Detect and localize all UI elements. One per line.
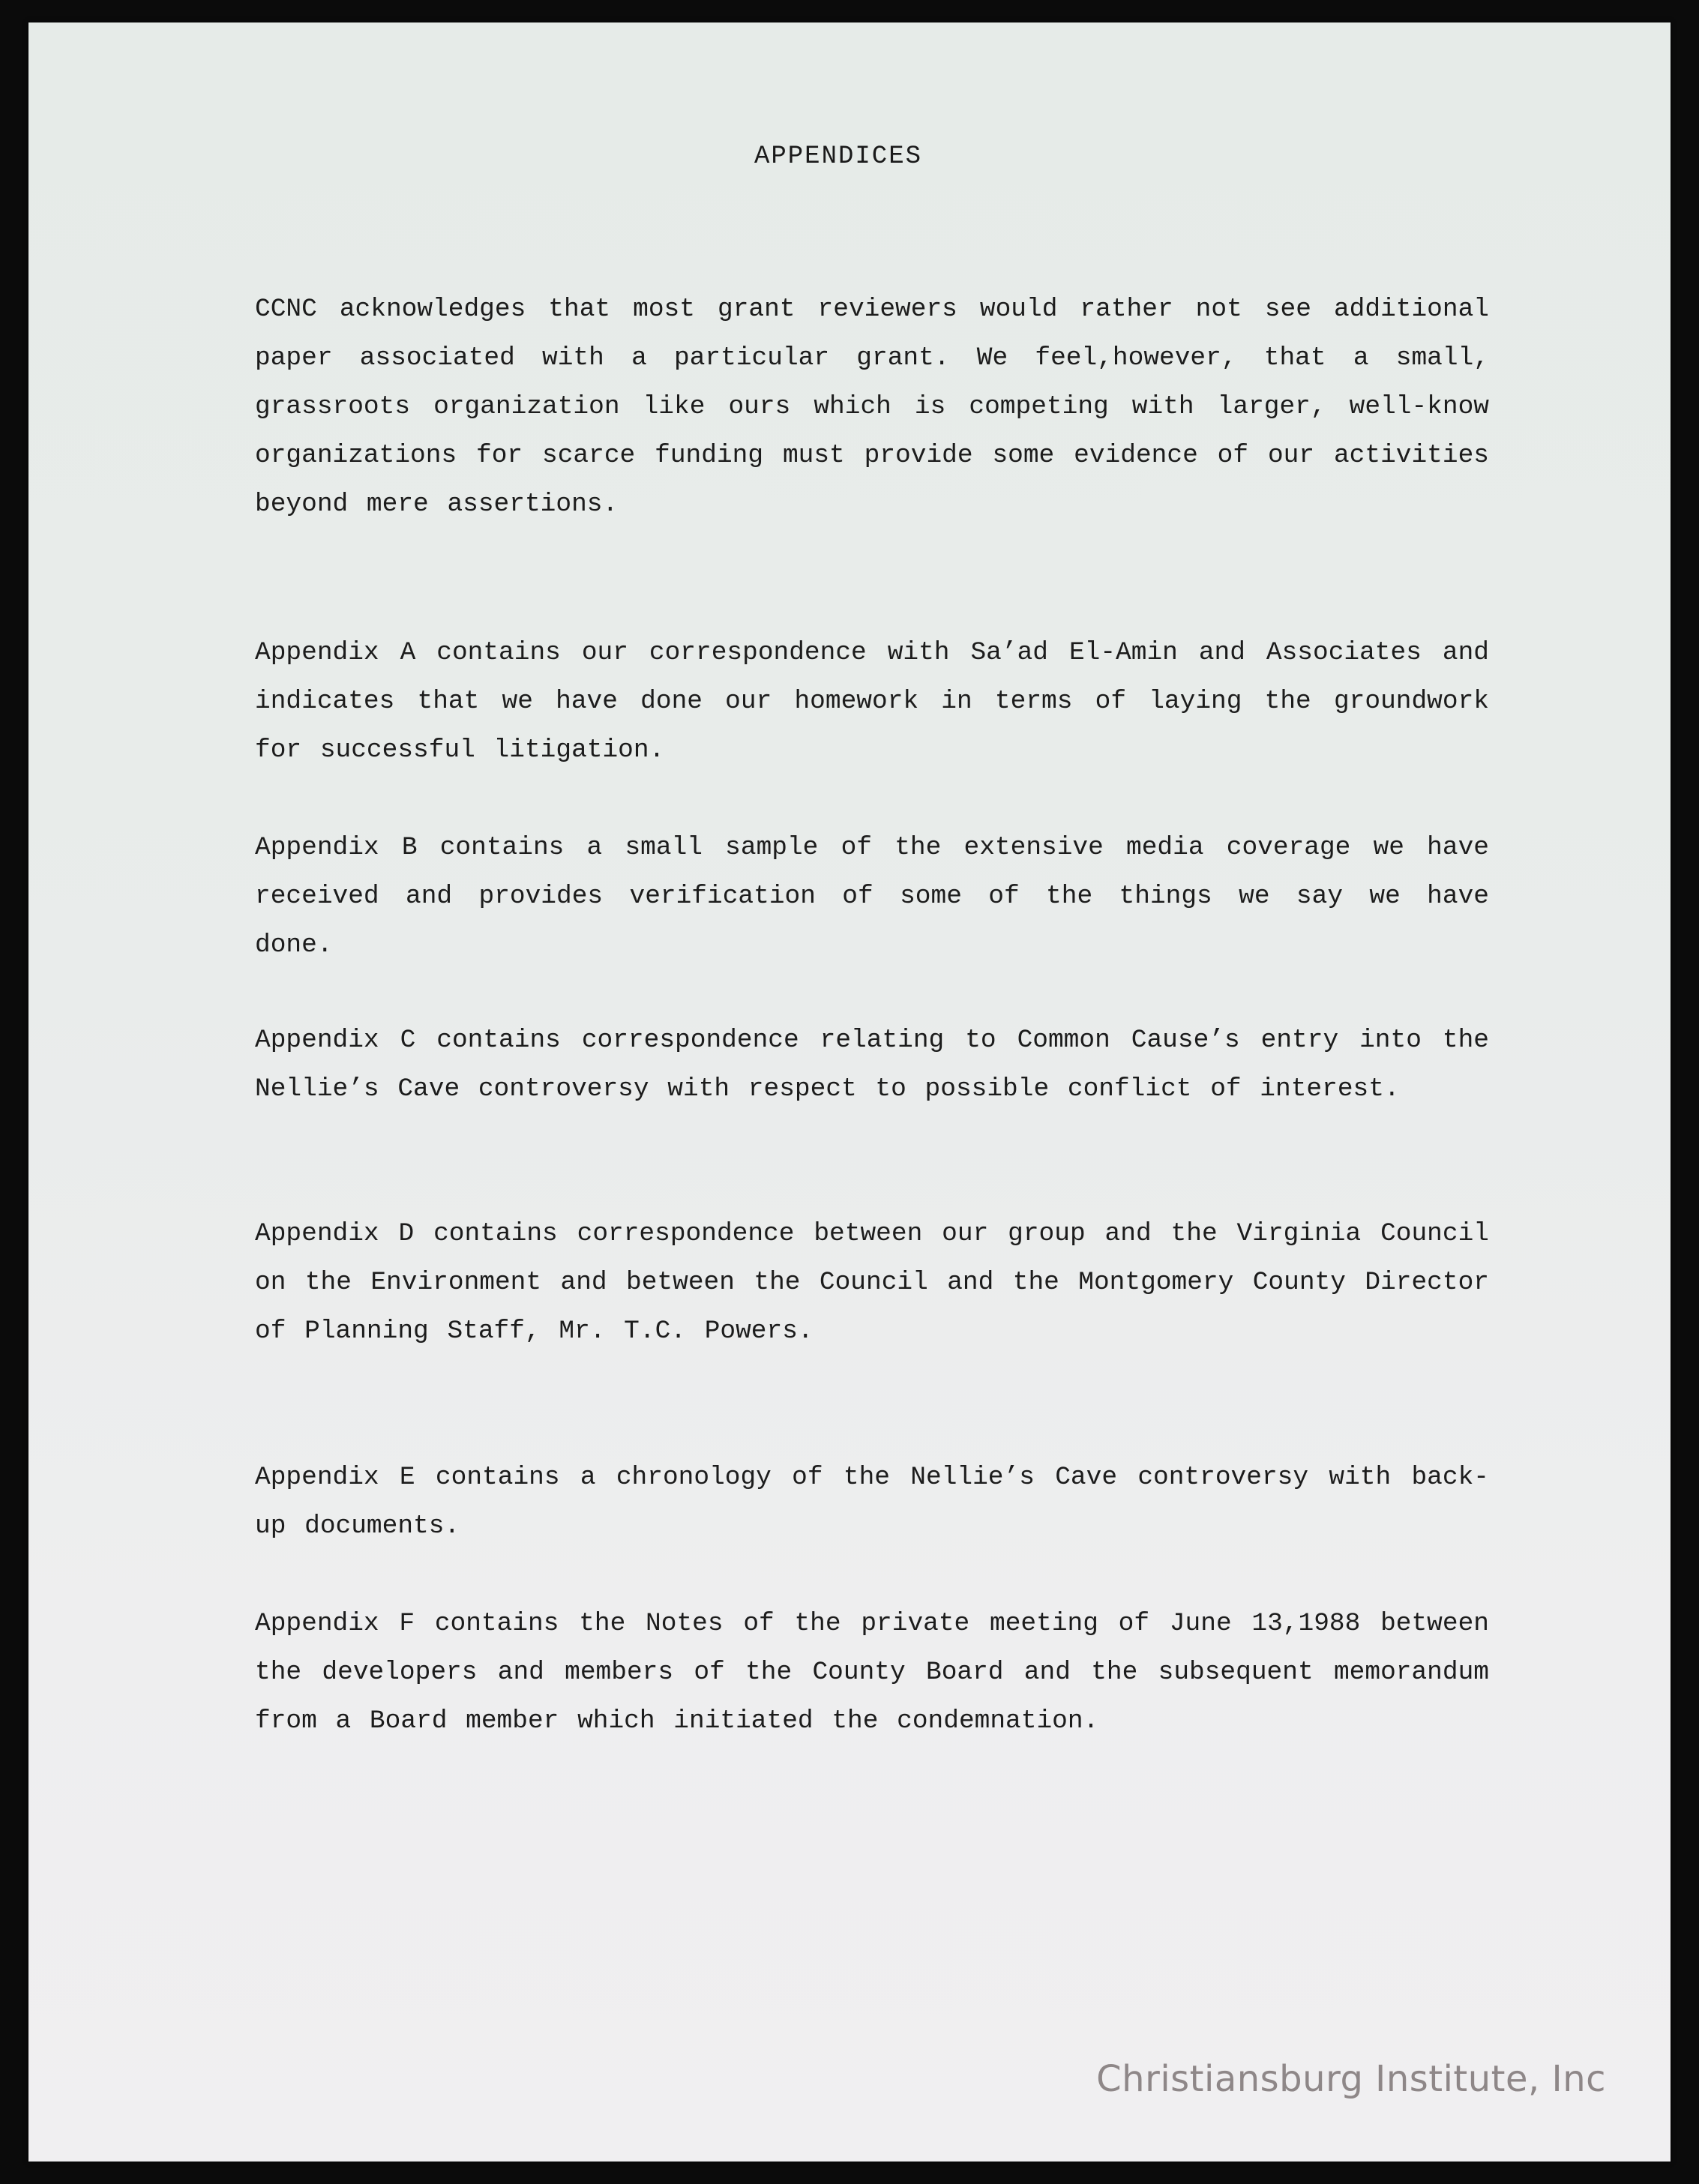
- page-title: APPENDICES: [754, 142, 923, 171]
- appendix-b-paragraph: Appendix B contains a small sample of the extensive media coverage we have received and provides verification of some of the things we say we have done.: [255, 833, 1489, 960]
- appendix-f-paragraph: Appendix F contains the Notes of the private meeting of June 13,1988 between the developers and members of the County Board and the subsequent memorandum from a Board member which initiated the condemnation.: [255, 1609, 1489, 1736]
- appendix-e-paragraph: Appendix E contains a chronology of the Nellie’s Cave controversy with back-up documents.: [255, 1463, 1489, 1541]
- appendix-a-paragraph: Appendix A contains our correspondence with Sa’ad El-Amin and Associates and indicates that we have done our homework in terms of laying the groundwork for successful litigation.: [255, 638, 1489, 765]
- intro-paragraph: CCNC acknowledges that most grant reviewers would rather not see additional paper associated with a particular grant. We feel,however, that a small, grassroots organization like ours which is competing with larger, well-know organizations for scarce funding must provide some evidence of our activities beyond mere assertions.: [255, 295, 1489, 519]
- document-page: [28, 22, 1671, 2162]
- appendix-c-paragraph: Appendix C contains correspondence relating to Common Cause’s entry into the Nellie’s Cave controversy with respect to possible conflict of interest.: [255, 1026, 1489, 1104]
- appendix-d-paragraph: Appendix D contains correspondence between our group and the Virginia Council on the Environment and between the Council and the Montgomery County Director of Planning Staff, Mr. T.C. Powers.: [255, 1219, 1489, 1346]
- watermark: Christiansburg Institute, Inc: [1096, 2058, 1606, 2100]
